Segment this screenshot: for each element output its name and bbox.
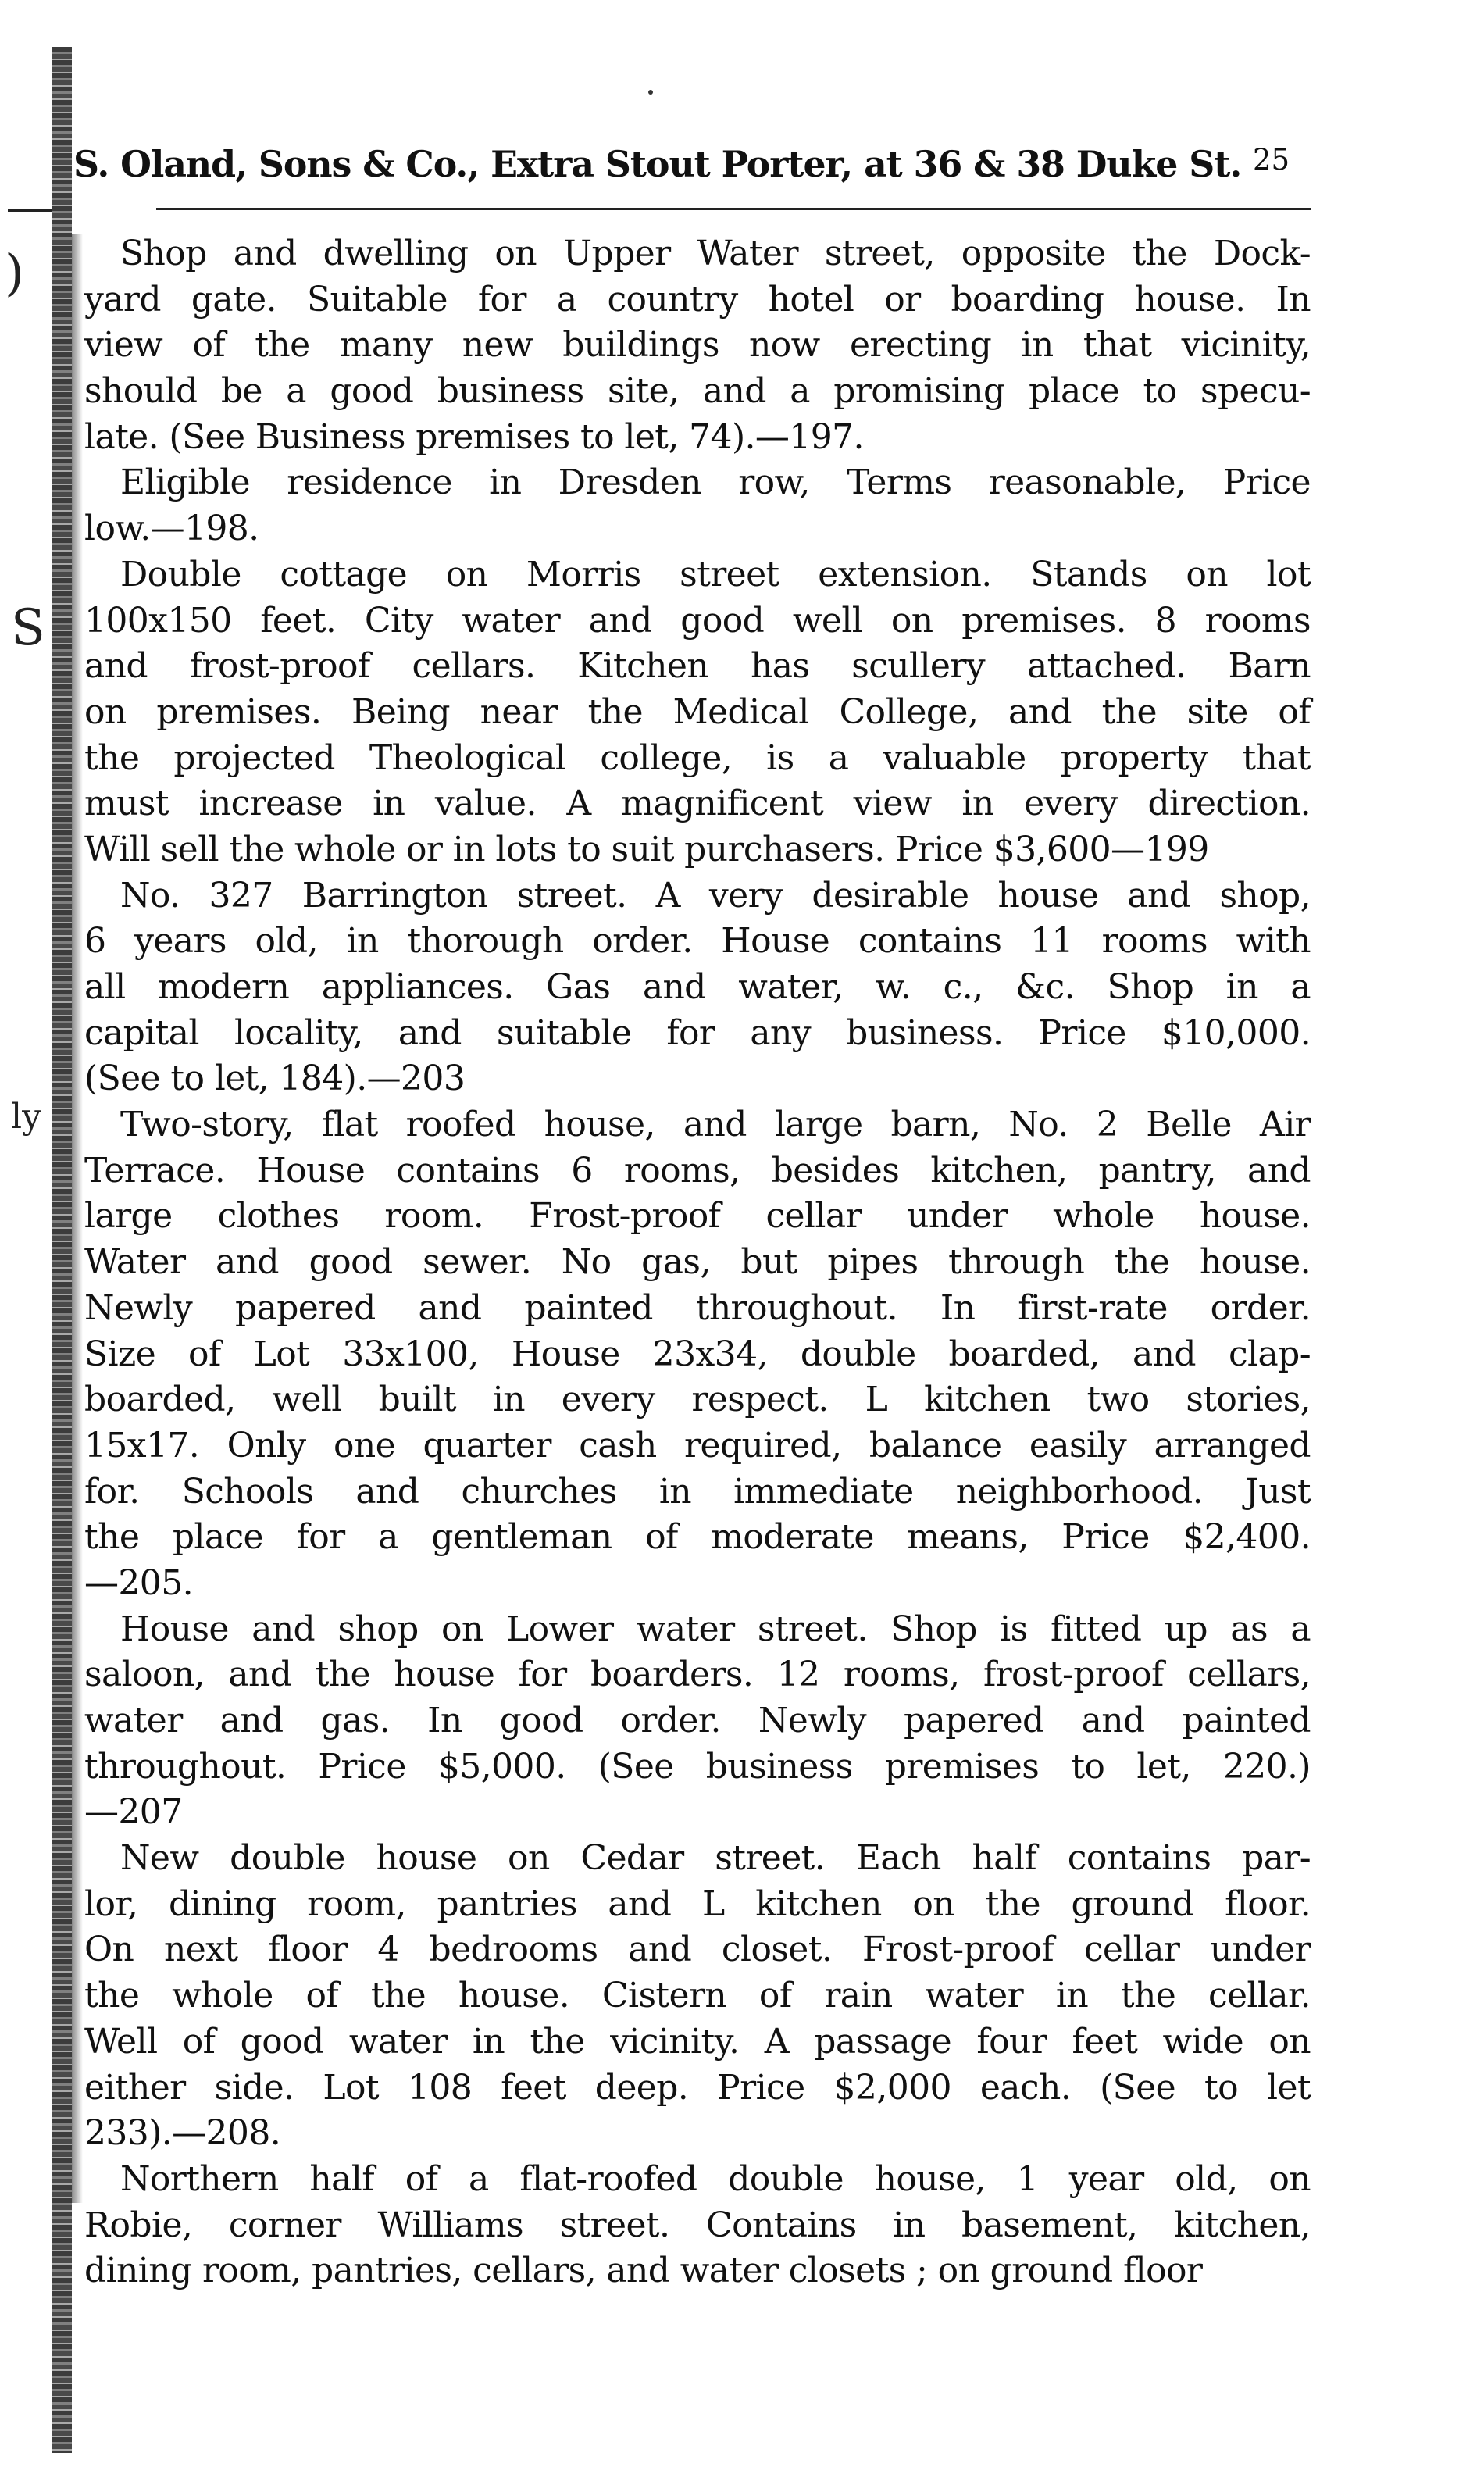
listing-paragraph (84, 1836, 1311, 2157)
text-line: either side. Lot 108 feet deep. Price $2,000 each. (See to let (84, 2067, 1311, 2108)
text-line: and frost-proof cellars. Kitchen has scullery attached. Barn (84, 646, 1311, 687)
text-line: Terrace. House contains 6 rooms, besides kitchen, pantry, and (84, 1150, 1311, 1191)
text-line: —207 (84, 1792, 183, 1833)
text-line: saloon, and the house for boarders. 12 rooms, frost-proof cellars, (84, 1655, 1311, 1695)
text-line: Will sell the whole or in lots to suit purchasers. Price $3,600—199 (84, 829, 1209, 869)
page-binding-edge (52, 47, 72, 2453)
text-line: all modern appliances. Gas and water, w. c., &c. Shop in a (84, 967, 1311, 1007)
listing-paragraph (84, 552, 1311, 873)
text-line: Eligible residence in Dresden row, Terms reasonable, Price (120, 462, 1311, 503)
text-line: the place for a gentleman of moderate means, Price $2,400. (84, 1517, 1311, 1558)
text-line: House and shop on Lower water street. Shop is fitted up as a (120, 1608, 1311, 1649)
text-line: Shop and dwelling on Upper Water street, opposite the Dock- (120, 234, 1311, 273)
text-line: large clothes room. Frost-proof cellar under whole house. (84, 1196, 1311, 1237)
margin-fragment: ly (11, 1097, 41, 1137)
text-line: Northern half of a flat-roofed double house, 1 year old, on (120, 2158, 1311, 2199)
text-line: On next floor 4 bedrooms and closet. Frost-proof cellar under (84, 1930, 1311, 1970)
margin-fragment: ) (5, 245, 24, 302)
text-line: the projected Theological college, is a valuable property that (84, 737, 1311, 778)
text-line: should be a good business site, and a promising place to specu- (84, 371, 1311, 412)
text-line: 100x150 feet. City water and good well on premises. 8 rooms (84, 600, 1311, 641)
running-header: S. Oland, Sons & Co., Extra Stout Porter, at 36 & 38 Duke St. (73, 143, 1242, 185)
text-line: view of the many new buildings now erecting in that vicinity, (84, 325, 1311, 366)
text-line: for. Schools and churches in immediate neighborhood. Just (84, 1471, 1311, 1512)
listing-paragraph (84, 231, 1311, 460)
text-line: dining room, pantries, cellars, and water closets ; on ground floor (84, 2251, 1203, 2291)
listing-paragraph (84, 1607, 1311, 1836)
text-line: Robie, corner Williams street. Contains in basement, kitchen, (84, 2205, 1311, 2245)
text-line: —205. (84, 1562, 193, 1603)
ink-speck (648, 90, 653, 95)
text-line: late. (See Business premises to let, 74).—197. (84, 416, 864, 457)
text-line: on premises. Being near the Medical College, and the site of (84, 691, 1311, 732)
listing-paragraph (84, 2157, 1311, 2294)
text-line: 6 years old, in thorough order. House contains 11 rooms with (84, 921, 1311, 962)
text-line: No. 327 Barrington street. A very desirable house and shop, (120, 875, 1311, 916)
text-line: yard gate. Suitable for a country hotel or boarding house. In (84, 279, 1311, 320)
listing-paragraph (84, 1102, 1311, 1607)
text-line: 15x17. Only one quarter cash required, balance easily arranged (84, 1425, 1311, 1466)
text-line: Double cottage on Morris street extension. Stands on lot (120, 554, 1311, 594)
header-rule-fragment (8, 209, 52, 212)
text-line: New double house on Cedar street. Each half contains par- (120, 1838, 1311, 1879)
margin-fragment: S (11, 599, 45, 657)
text-line: must increase in value. A magnificent view in every direction. (84, 784, 1311, 824)
text-line: throughout. Price $5,000. (See business premises to let, 220.) (84, 1746, 1311, 1787)
text-line: Two-story, flat roofed house, and large barn, No. 2 Belle Air (120, 1105, 1311, 1145)
listing-text (84, 231, 1311, 2294)
text-line: Newly papered and painted throughout. In first-rate order. (84, 1287, 1311, 1328)
text-line: low.—198. (84, 509, 259, 549)
text-line: boarded, well built in every respect. L kitchen two stories, (84, 1380, 1311, 1420)
page-number: 25 (1253, 143, 1290, 177)
text-line: Water and good sewer. No gas, but pipes through the house. (84, 1242, 1311, 1283)
binding-shadow (72, 234, 83, 2203)
text-line: lor, dining room, pantries and L kitchen on the ground floor. (84, 1883, 1311, 1924)
text-line: Well of good water in the vicinity. A passage four feet wide on (84, 2021, 1311, 2062)
text-line: water and gas. In good order. Newly papered and painted (84, 1701, 1311, 1740)
text-line: Size of Lot 33x100, House 23x34, double boarded, and clap- (84, 1333, 1311, 1374)
text-line: capital locality, and suitable for any business. Price $10,000. (84, 1012, 1311, 1053)
text-line: 233).—208. (84, 2113, 281, 2154)
text-line: (See to let, 184).—203 (84, 1059, 466, 1099)
header-rule (156, 208, 1311, 210)
text-line: the whole of the house. Cistern of rain water in the cellar. (84, 1976, 1311, 2016)
listing-paragraph (84, 873, 1311, 1102)
listing-paragraph (84, 460, 1311, 552)
